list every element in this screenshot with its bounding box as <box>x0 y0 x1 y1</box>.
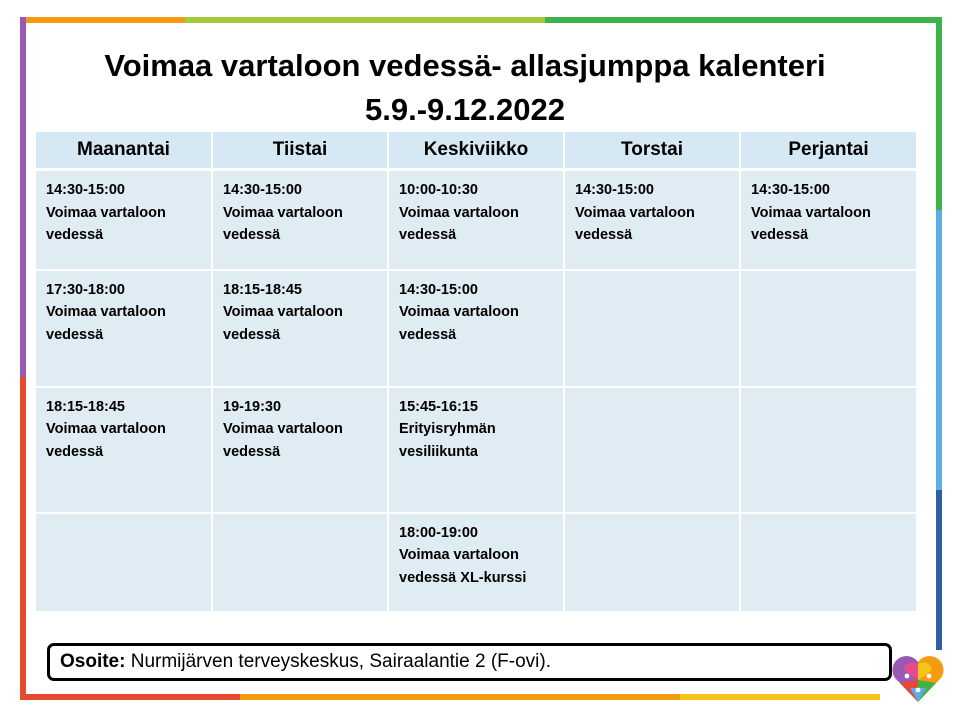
frame-bottom-orange <box>240 694 680 700</box>
address-box <box>47 643 892 681</box>
cell-name: Voimaa vartaloon vedessä <box>223 421 343 460</box>
frame-right-darkblue <box>936 490 942 650</box>
table-row <box>36 270 916 387</box>
schedule-table <box>36 132 916 611</box>
cell-name: Voimaa vartaloon vedessä <box>399 204 519 243</box>
frame-left-purple <box>20 17 26 377</box>
schedule-cell <box>388 270 564 387</box>
frame-top-orange <box>20 17 185 23</box>
cell-time: 18:15-18:45 <box>223 281 302 298</box>
cell-time: 19-19:30 <box>223 398 282 415</box>
schedule-cell <box>564 513 740 611</box>
cell-name: Erityisryhmän vesiliikunta <box>399 421 496 460</box>
title-line-2: 5.9.-9.12.2022 <box>365 92 565 127</box>
schedule-cell <box>36 513 212 611</box>
cell-name: Voimaa vartaloon vedessä <box>751 204 871 243</box>
schedule-cell <box>564 170 740 270</box>
cell-name: Voimaa vartaloon vedessä <box>223 204 343 243</box>
schedule-cell <box>36 170 212 270</box>
frame-top-green <box>545 17 942 23</box>
frame-right-green <box>936 17 942 210</box>
day-header-monday: Maanantai <box>36 132 212 170</box>
schedule-cell <box>740 387 916 513</box>
cell-name: Voimaa vartaloon vedessä <box>46 421 166 460</box>
frame-top-yellowgreen <box>185 17 545 23</box>
cell-time: 14:30-15:00 <box>46 182 125 198</box>
cell-time: 14:30-15:00 <box>575 182 654 198</box>
heart-logo-icon <box>890 652 946 704</box>
schedule-cell <box>564 387 740 513</box>
schedule-cell <box>212 170 388 270</box>
schedule-cell <box>212 387 388 513</box>
table-row <box>36 387 916 513</box>
cell-time: 15:45-16:15 <box>399 398 478 415</box>
cell-name: Voimaa vartaloon vedessä XL-kurssi <box>399 547 527 586</box>
cell-name: Voimaa vartaloon vedessä <box>46 204 166 243</box>
cell-name: Voimaa vartaloon vedessä <box>223 304 343 343</box>
cell-time: 17:30-18:00 <box>46 281 125 298</box>
cell-name: Voimaa vartaloon vedessä <box>575 204 695 243</box>
day-header-tuesday: Tiistai <box>212 132 388 170</box>
cell-name: Voimaa vartaloon vedessä <box>46 304 166 343</box>
schedule-cell <box>36 387 212 513</box>
schedule-cell <box>740 170 916 270</box>
frame-left-red <box>20 377 26 700</box>
day-header-friday: Perjantai <box>740 132 916 170</box>
cell-time: 18:00-19:00 <box>399 524 478 541</box>
schedule-cell <box>564 270 740 387</box>
cell-time: 14:30-15:00 <box>223 182 302 198</box>
frame-bottom-red <box>20 694 240 700</box>
schedule-cell <box>212 513 388 611</box>
schedule-cell <box>388 170 564 270</box>
title-line-1: Voimaa vartaloon vedessä- allasjumppa kalenteri <box>104 48 826 83</box>
schedule-cell <box>388 513 564 611</box>
day-header-wednesday: Keskiviikko <box>388 132 564 170</box>
frame-right-lightblue <box>936 210 942 490</box>
cell-time: 14:30-15:00 <box>399 281 478 298</box>
cell-time: 18:15-18:45 <box>46 398 125 415</box>
schedule-cell <box>36 270 212 387</box>
address-text: Nurmijärven terveyskeskus, Sairaalantie 2 (F-ovi). <box>125 651 551 672</box>
schedule-cell <box>740 513 916 611</box>
schedule-cell <box>740 270 916 387</box>
day-header-thursday: Torstai <box>564 132 740 170</box>
cell-name: Voimaa vartaloon vedessä <box>399 304 519 343</box>
frame-bottom-yellow <box>680 694 880 700</box>
page-title <box>40 44 890 132</box>
header-row <box>36 132 916 170</box>
schedule-cell <box>388 387 564 513</box>
cell-time: 14:30-15:00 <box>751 182 830 198</box>
table-row <box>36 170 916 270</box>
address-label: Osoite: <box>60 651 126 672</box>
schedule-cell <box>212 270 388 387</box>
cell-time: 10:00-10:30 <box>399 182 478 198</box>
table-row <box>36 513 916 611</box>
